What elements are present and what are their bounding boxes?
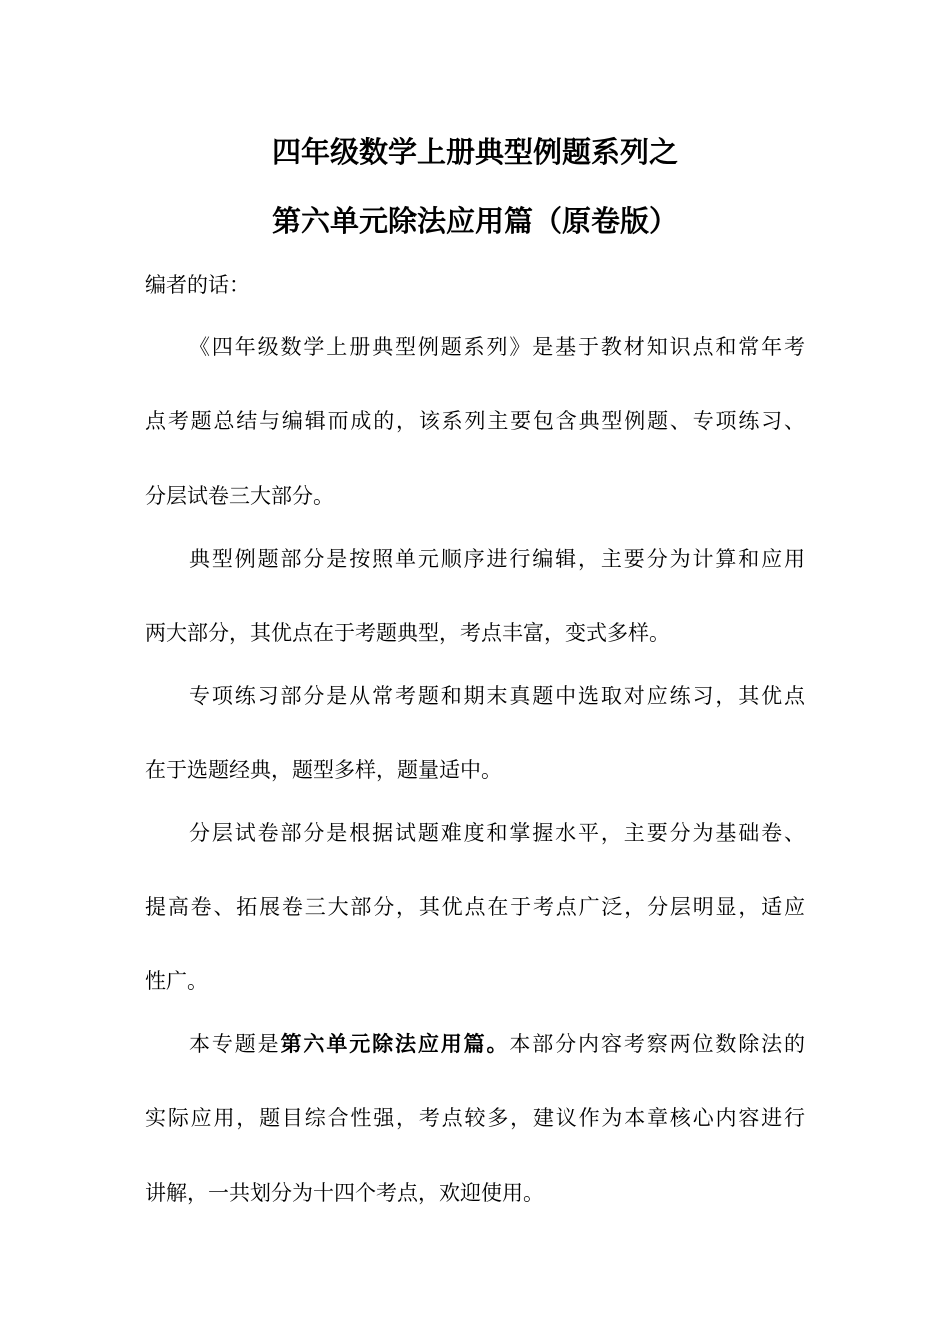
paragraph-4-line-3: 性广。 — [145, 969, 208, 993]
paragraph-5-suffix: 本部分内容考察两位数除法的 — [509, 1032, 806, 1056]
paragraph-4-line-1: 分层试卷部分是根据试题难度和掌握水平，主要分为基础卷、 — [189, 821, 805, 845]
paragraph-5-line-2: 实际应用，题目综合性强，考点较多，建议作为本章核心内容进行 — [145, 1106, 805, 1130]
paragraph-1-line-1: 《四年级数学上册典型例题系列》是基于教材知识点和常年考 — [189, 335, 805, 359]
paragraph-5-line-3: 讲解，一共划分为十四个考点，欢迎使用。 — [145, 1181, 544, 1205]
document-title-line2: 第六单元除法应用篇（原卷版） — [271, 204, 678, 238]
paragraph-5-line-1 — [189, 1030, 805, 1058]
document-title-line1: 四年级数学上册典型例题系列之 — [271, 135, 678, 169]
paragraph-4-line-2: 提高卷、拓展卷三大部分，其优点在于考点广泛，分层明显，适应 — [145, 895, 805, 919]
paragraph-5-prefix: 本专题是 — [189, 1032, 281, 1056]
paragraph-5-topic-highlight: 第六单元除法应用篇。 — [280, 1032, 510, 1056]
paragraph-1-line-3: 分层试卷三大部分。 — [145, 484, 334, 508]
paragraph-2-line-1: 典型例题部分是按照单元顺序进行编辑，主要分为计算和应用 — [189, 547, 805, 571]
editor-note-label: 编者的话： — [145, 273, 250, 297]
paragraph-3-line-2: 在于选题经典，题型多样，题量适中。 — [145, 758, 502, 782]
paragraph-2-line-2: 两大部分，其优点在于考题典型，考点丰富，变式多样。 — [145, 621, 670, 645]
paragraph-1-line-2: 点考题总结与编辑而成的，该系列主要包含典型例题、专项练习、 — [145, 409, 805, 433]
paragraph-3-line-1: 专项练习部分是从常考题和期末真题中选取对应练习，其优点 — [189, 684, 805, 708]
